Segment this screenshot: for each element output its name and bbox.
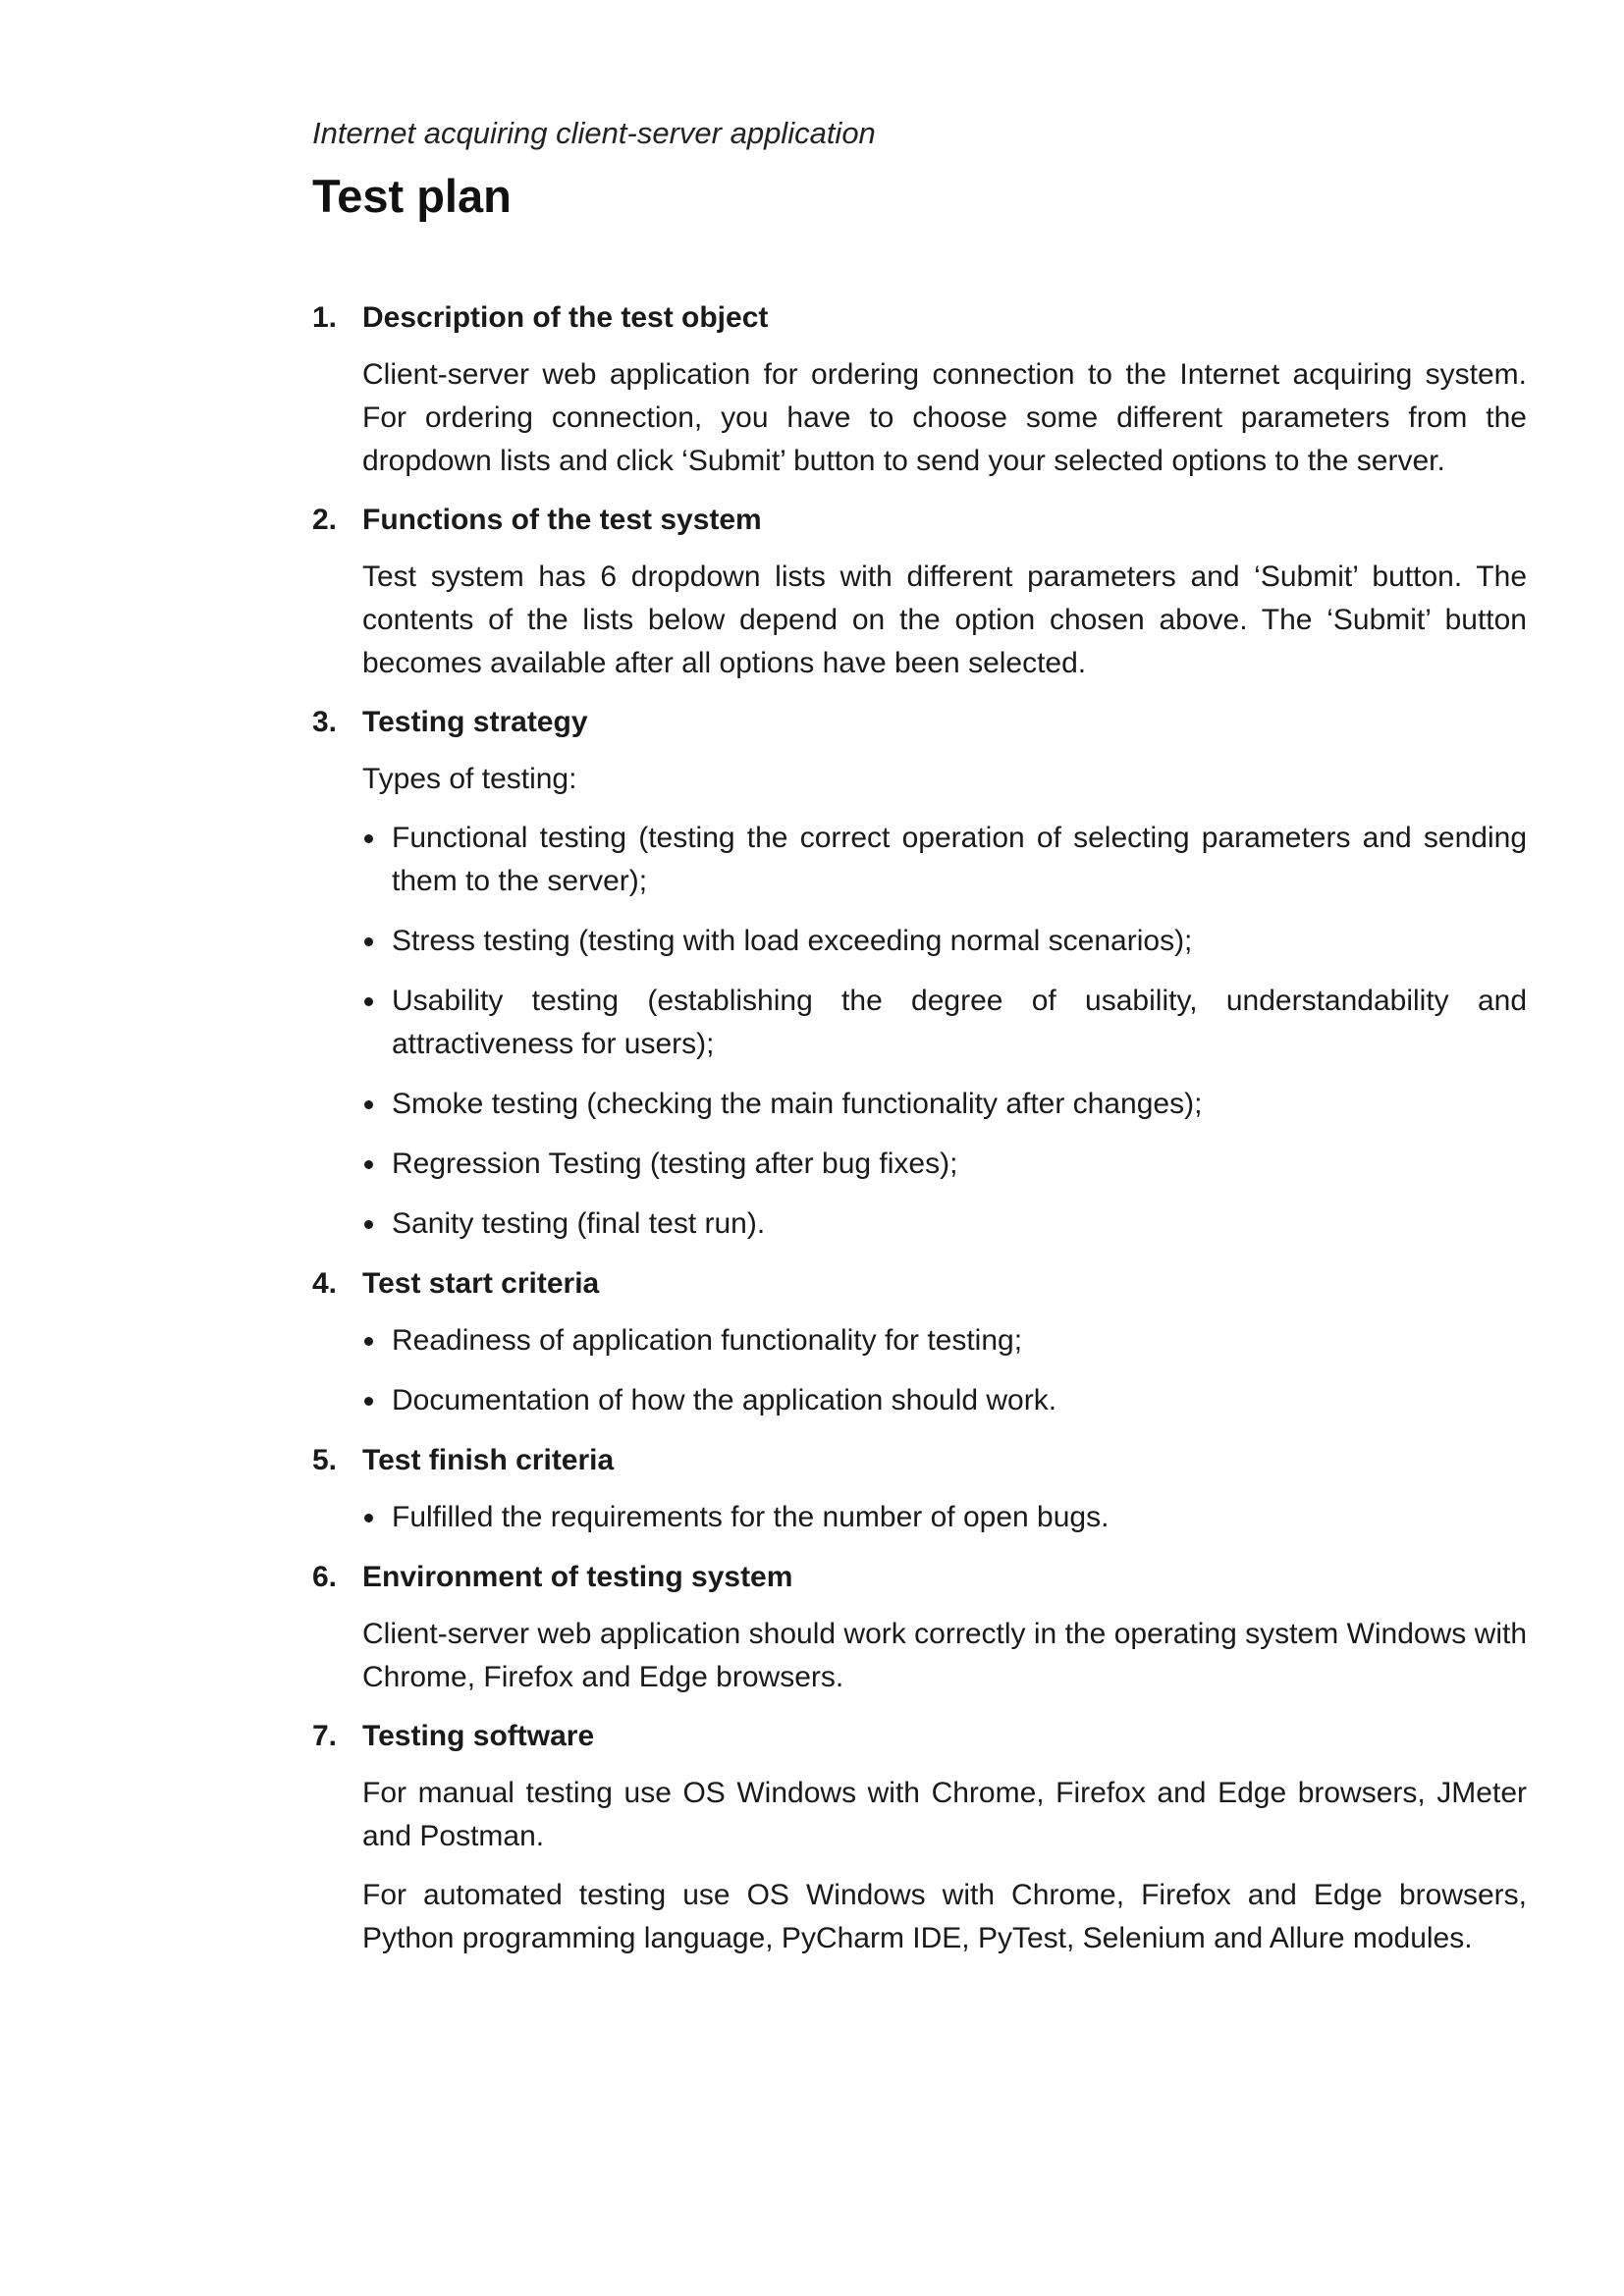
- list-item-text: Documentation of how the application should work.: [392, 1384, 1057, 1416]
- paragraph: Test system has 6 dropdown lists with different parameters and ‘Submit’ button. The contents of the lists below depend on the option chosen above. The ‘Submit’ button becomes available after all options have been selected.: [362, 561, 1527, 679]
- section-heading: [312, 296, 1527, 340]
- bullet-list: [362, 817, 1527, 1246]
- paragraph: Types of testing:: [362, 763, 577, 795]
- section-start-criteria: [312, 1262, 1527, 1422]
- section-finish-criteria: [312, 1439, 1527, 1539]
- list-item: [362, 1083, 1527, 1126]
- section-testing-strategy: [312, 701, 1527, 1246]
- sections-list: [312, 296, 1527, 1960]
- bullet-icon: [364, 997, 373, 1006]
- bullet-list: [362, 1319, 1527, 1422]
- bullet-icon: [364, 1160, 373, 1169]
- section-number: 5.: [312, 1444, 338, 1476]
- section-title: Environment of testing system: [362, 1561, 793, 1593]
- list-item: [362, 1202, 1527, 1246]
- bullet-icon: [364, 1337, 373, 1346]
- section-title: Testing strategy: [362, 706, 588, 738]
- bullet-icon: [364, 1397, 373, 1406]
- section-body: [362, 758, 1527, 1246]
- list-item: [362, 1319, 1527, 1362]
- list-item-text: Fulfilled the requirements for the number of open bugs.: [392, 1501, 1110, 1533]
- section-number: 7.: [312, 1720, 338, 1752]
- bullet-icon: [364, 834, 373, 843]
- list-item: [362, 920, 1527, 963]
- paragraph: Client-server web application for ordering connection to the Internet acquiring system. For ordering connection, you have to choose some different parameters from the dropdown lists and click ‘Submit’ button to send your selected options to the server.: [362, 358, 1527, 477]
- section-body: [362, 1613, 1527, 1699]
- section-description: [312, 296, 1527, 483]
- list-item-text: Readiness of application functionality for testing;: [392, 1324, 1023, 1357]
- section-body: [362, 1319, 1527, 1422]
- section-heading: [312, 1439, 1527, 1482]
- section-body: [362, 353, 1527, 483]
- section-title: Test finish criteria: [362, 1444, 615, 1476]
- section-body: [362, 1496, 1527, 1539]
- section-title: Description of the test object: [362, 301, 769, 334]
- list-item: [362, 1379, 1527, 1422]
- section-testing-software: [312, 1715, 1527, 1960]
- list-item-text: Sanity testing (final test run).: [392, 1207, 766, 1240]
- section-number: 2.: [312, 504, 338, 536]
- paragraph: Client-server web application should work correctly in the operating system Windows with Chrome, Firefox and Edge browsers.: [362, 1618, 1527, 1693]
- bullet-icon: [364, 1220, 373, 1229]
- document-title: Test plan: [312, 170, 512, 222]
- list-item-text: Functional testing (testing the correct operation of selecting parameters and sending them to the server);: [392, 822, 1527, 897]
- section-number: 6.: [312, 1561, 338, 1593]
- document-page: [312, 110, 1527, 1976]
- bullet-list: [362, 1496, 1527, 1539]
- bullet-icon: [364, 1514, 373, 1522]
- bullet-icon: [364, 937, 373, 946]
- section-title: Testing software: [362, 1720, 595, 1752]
- section-number: 3.: [312, 706, 338, 738]
- list-item: [362, 817, 1527, 903]
- section-heading: [312, 701, 1527, 744]
- list-item: [362, 980, 1527, 1066]
- section-heading: [312, 499, 1527, 542]
- section-number: 4.: [312, 1267, 338, 1300]
- list-item-text: Stress testing (testing with load exceeding normal scenarios);: [392, 925, 1193, 957]
- section-environment: [312, 1556, 1527, 1699]
- section-title: Test start criteria: [362, 1267, 600, 1300]
- section-heading: [312, 1715, 1527, 1758]
- section-title: Functions of the test system: [362, 504, 762, 536]
- list-item-text: Regression Testing (testing after bug fixes);: [392, 1148, 958, 1180]
- list-item-text: Smoke testing (checking the main functionality after changes);: [392, 1088, 1203, 1120]
- section-functions: [312, 499, 1527, 685]
- section-heading: [312, 1556, 1527, 1599]
- section-body: [362, 1772, 1527, 1960]
- paragraph: For manual testing use OS Windows with Chrome, Firefox and Edge browsers, JMeter and Postman.: [362, 1777, 1527, 1852]
- section-number: 1.: [312, 301, 338, 334]
- document-subtitle: Internet acquiring client-server application: [312, 116, 876, 150]
- bullet-icon: [364, 1100, 373, 1109]
- section-heading: [312, 1262, 1527, 1306]
- list-item: [362, 1496, 1527, 1539]
- section-body: [362, 556, 1527, 685]
- list-item: [362, 1143, 1527, 1186]
- list-item-text: Usability testing (establishing the degree of usability, understandability and attractiveness for users);: [392, 985, 1527, 1060]
- paragraph: For automated testing use OS Windows with Chrome, Firefox and Edge browsers, Python programming language, PyCharm IDE, PyTest, Selenium and Allure modules.: [362, 1879, 1527, 1954]
